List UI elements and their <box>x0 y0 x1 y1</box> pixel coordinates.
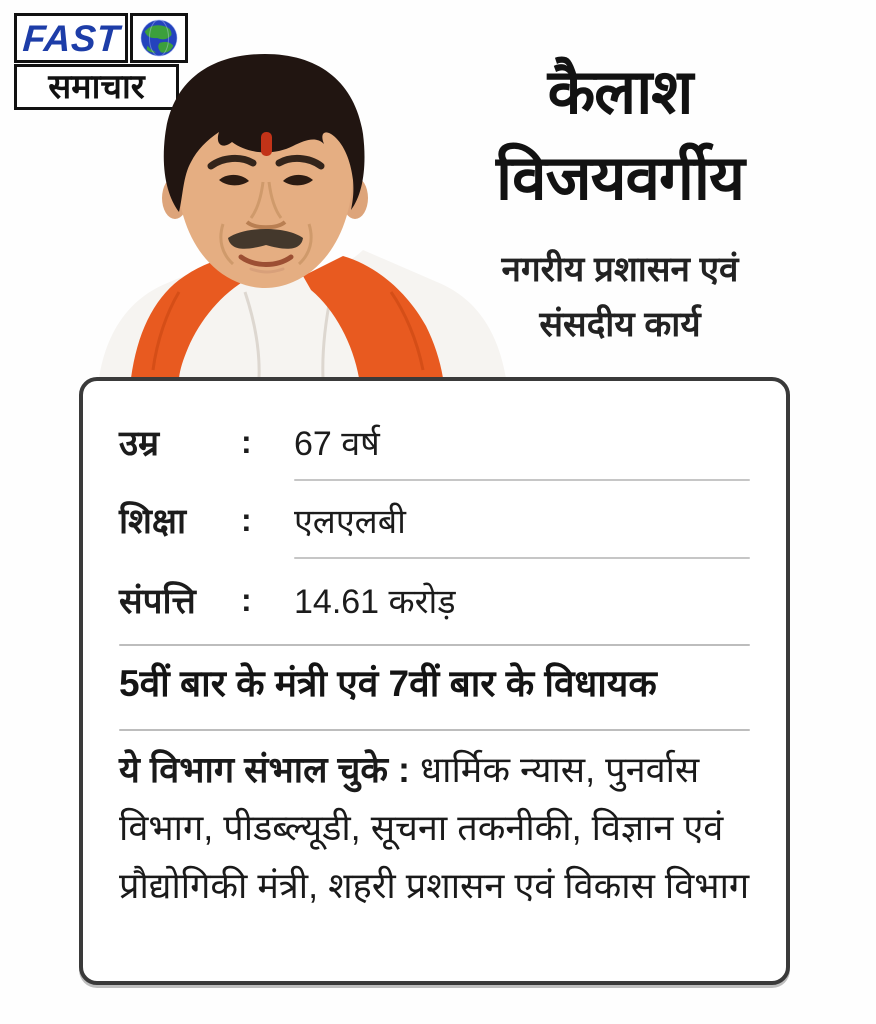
assets-label: संपत्ति <box>119 581 196 621</box>
name-line1: कैलाश <box>547 58 693 127</box>
politician-portfolio <box>420 242 820 352</box>
divider <box>119 729 750 731</box>
divider <box>294 479 750 481</box>
departments-text <box>119 741 750 915</box>
headline-block <box>420 50 820 352</box>
education-label: शिक्षा <box>119 501 187 541</box>
education-value: एलएलबी <box>294 503 406 541</box>
highlight-text: 5वीं बार के मंत्री एवं 7वीं बार के विधायक <box>119 663 657 704</box>
divider <box>294 557 750 559</box>
divider <box>119 644 750 646</box>
assets-colon: : <box>241 581 252 618</box>
profile-card <box>79 377 790 985</box>
role-line1: नगरीय प्रशासन एवं <box>501 250 739 289</box>
assets-value: 14.61 करोड़ <box>294 583 456 621</box>
age-label: उम्र <box>119 423 160 463</box>
education-colon: : <box>241 501 252 538</box>
politician-name <box>420 50 820 222</box>
logo-brand-text: FAST <box>21 17 121 59</box>
info-row-education <box>119 495 750 545</box>
age-colon: : <box>241 423 252 460</box>
role-line2: संसदीय कार्य <box>539 305 701 344</box>
name-line2: विजयवर्गीय <box>496 144 744 213</box>
departments-lead: ये विभाग संभाल चुके : <box>119 749 411 790</box>
info-row-age <box>119 417 750 467</box>
info-row-assets <box>119 575 750 625</box>
logo-name-text: समाचार <box>48 68 145 106</box>
age-value: 67 वर्ष <box>294 425 380 463</box>
departments-rest: धार्मिक न्यास, पुनर्वास विभाग, पीडब्ल्यूडी, सूचना तकनीकी, विज्ञान एवं प्रौद्योगिकी मंत्री, शहरी प्रशासन एवं विकास विभाग <box>119 749 750 906</box>
